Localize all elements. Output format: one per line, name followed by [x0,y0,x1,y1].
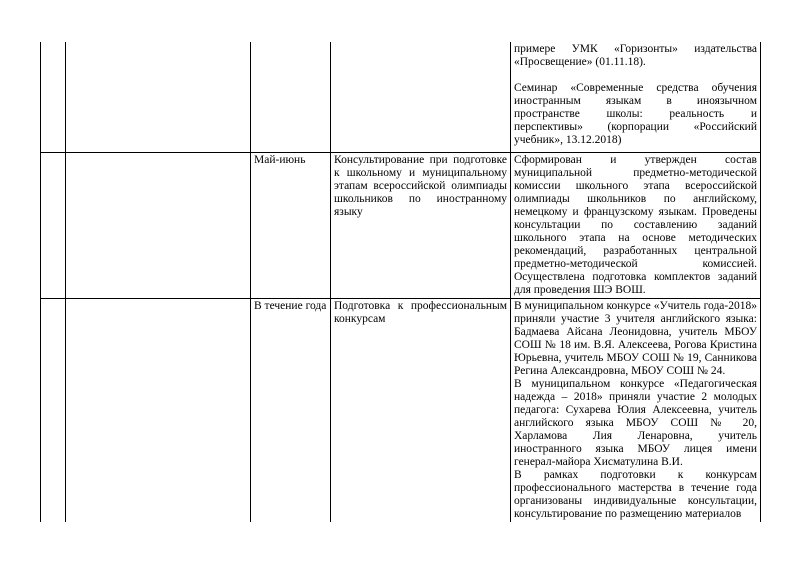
activity-cell [331,42,511,152]
activity-report-table [40,42,761,522]
period-cell: Май-июнь [251,152,331,298]
result-cell [511,42,761,152]
table-row [41,152,761,298]
result-cell [511,152,761,298]
activity-cell: Консультирование при подготовке к школьному и муниципальному этапам всероссийской олимпиады школьников по иностранному языку [331,152,511,298]
result-paragraph: В рамках подготовки к конкурсам профессионального мастерства в течение года организованы индивидуальные консультации, консультирование по размещению материалов [514,468,757,520]
result-paragraph: Семинар «Современные средства обучения иностранным языкам в иноязычном пространстве школы: реальность и перспективы» (корпорации «Российский учебник», 13.12.2018) [514,82,757,146]
table-row [41,42,761,152]
empty-cell-col1 [41,152,66,298]
period-cell [251,42,331,152]
result-paragraph: примере УМК «Горизонты» издательства «Просвещение» (01.11.18). [514,43,757,68]
period-cell: В течение года [251,298,331,522]
table-clip-region [40,42,762,538]
result-paragraph: В муниципальном конкурсе «Педагогическая надежда – 2018» приняли участие 2 молодых педагога: Сухарева Юлия Алексеевна, учитель английского языка МБОУ СОШ № 20, Харламова Лия Ленаровна, учитель иностранного языка МБОУ лицея имени генерал-майора Хисматулина В.И. [514,377,757,468]
empty-cell-col1 [41,298,66,522]
table-row [41,298,761,522]
empty-cell-col2 [66,298,251,522]
empty-cell-col2 [66,152,251,298]
activity-cell: Подготовка к профессиональным конкурсам [331,298,511,522]
blank-line [514,69,757,82]
empty-cell-col1 [41,42,66,152]
result-paragraph: Сформирован и утвержден состав муниципальной предметно-методической комиссии школьного этапа всероссийской олимпиады школьников по английскому, немецкому и французскому языкам. Проведены консультации по составлению заданий школьного этапа на основе методических рекомендаций, разработанных центральной предметно-методической комиссией. Осуществлена подготовка комплектов заданий для проведения ШЭ ВОШ. [514,153,757,296]
result-paragraph: В муниципальном конкурсе «Учитель года-2018» приняли участие 3 учителя английского языка: Бадмаева Айсана Леонидовна, учитель МБОУ СОШ № 18 им. В.Я. Алексеева, Рогова Кристина Юрьевна, учитель МБОУ СОШ № 19, Санникова Регина Александровна, МБОУ СОШ № 24. [514,299,757,377]
result-cell [511,298,761,522]
empty-cell-col2 [66,42,251,152]
